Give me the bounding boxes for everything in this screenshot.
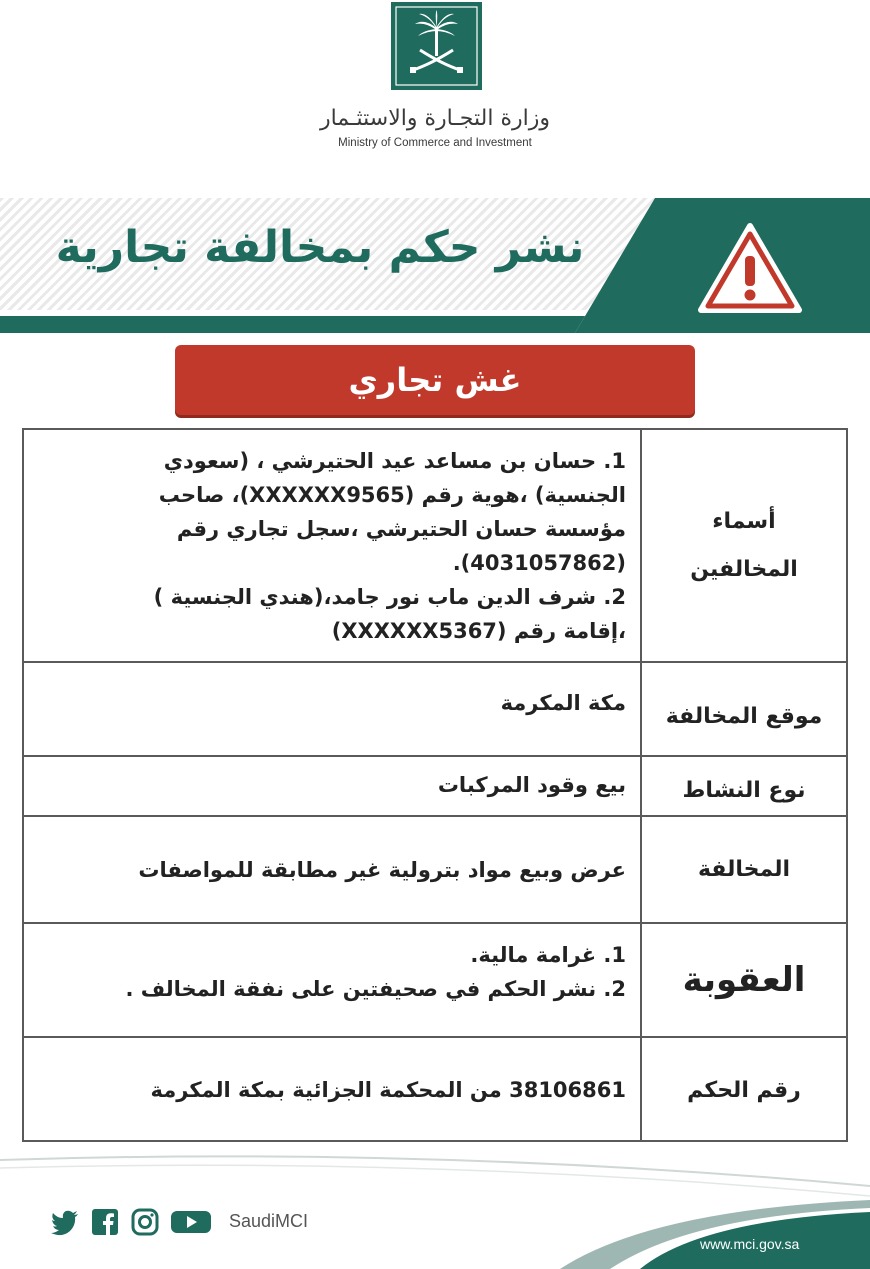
ruling-value-text: 38106861 من المحكمة الجزائية بمكة المكرمة [150,1078,626,1102]
penalty-label: العقوبة [640,924,846,1036]
violation-type-banner: غش تجاري [175,345,695,415]
violators-value [24,430,640,661]
activity-value [24,757,640,815]
social-handle[interactable]: SaudiMCI [229,1211,309,1231]
activity-value-text: بيع وقود المركبات [437,773,626,797]
instagram-icon[interactable] [130,1207,160,1237]
penalty-item: 1. غرامة مالية. [470,943,626,967]
table-row-ruling [24,1036,846,1142]
violation-label: المخالفة [640,817,846,922]
location-label: موقع المخالفة [640,663,846,755]
violators-line: 2. شرف الدين ماب نور جامد،(هندي الجنسية ) [153,585,626,609]
violation-details-table [22,428,848,1142]
twitter-icon[interactable] [50,1207,80,1237]
violation-value-text: عرض وبيع مواد بترولية غير مطابقة للمواصفات [138,857,626,882]
violators-line: (4031057862). [452,551,626,575]
table-row-violators [24,430,846,661]
warning-triangle-icon [697,222,803,314]
activity-label: نوع النشاط [640,757,846,815]
violators-label [640,430,846,661]
penalty-value [24,924,640,1036]
violators-line: ،إقامة رقم (XXXXXX5367) [331,619,626,643]
facebook-icon[interactable] [90,1207,120,1237]
ministry-name-english: Ministry of Commerce and Investment [338,137,532,149]
violation-value [24,817,640,922]
ministry-logo [391,2,482,90]
page-title: نشر حكم بمخالفة تجارية [55,222,585,273]
violators-line: 1. حسان بن مساعد عيد الحتيرشي ، (سعودي [163,449,626,473]
table-row-violation [24,815,846,922]
ruling-label: رقم الحكم [640,1038,846,1142]
violators-label-line1: أسماء [712,508,776,534]
social-icons [50,1207,222,1237]
ruling-value [24,1038,640,1142]
location-value-text: مكة المكرمة [500,691,626,715]
table-row-penalty [24,922,846,1036]
website-link[interactable]: www.mci.gov.sa [700,1236,800,1252]
palm-swords-emblem-icon [391,2,482,90]
table-row-location [24,661,846,755]
table-row-activity [24,755,846,815]
location-value [24,663,640,755]
penalty-item: 2. نشر الحكم في صحيفتين على نفقة المخالف . [125,977,626,1001]
ministry-name-arabic: وزارة التجـارة والاستثـمار [320,106,550,131]
violators-label-line2: المخالفين [690,556,798,582]
youtube-icon[interactable] [170,1207,212,1237]
violators-line: الجنسية) ،هوية رقم (XXXXXX9565)، صاحب [158,483,626,507]
violators-line: مؤسسة حسان الحتيرشي ،سجل تجاري رقم [176,517,626,541]
